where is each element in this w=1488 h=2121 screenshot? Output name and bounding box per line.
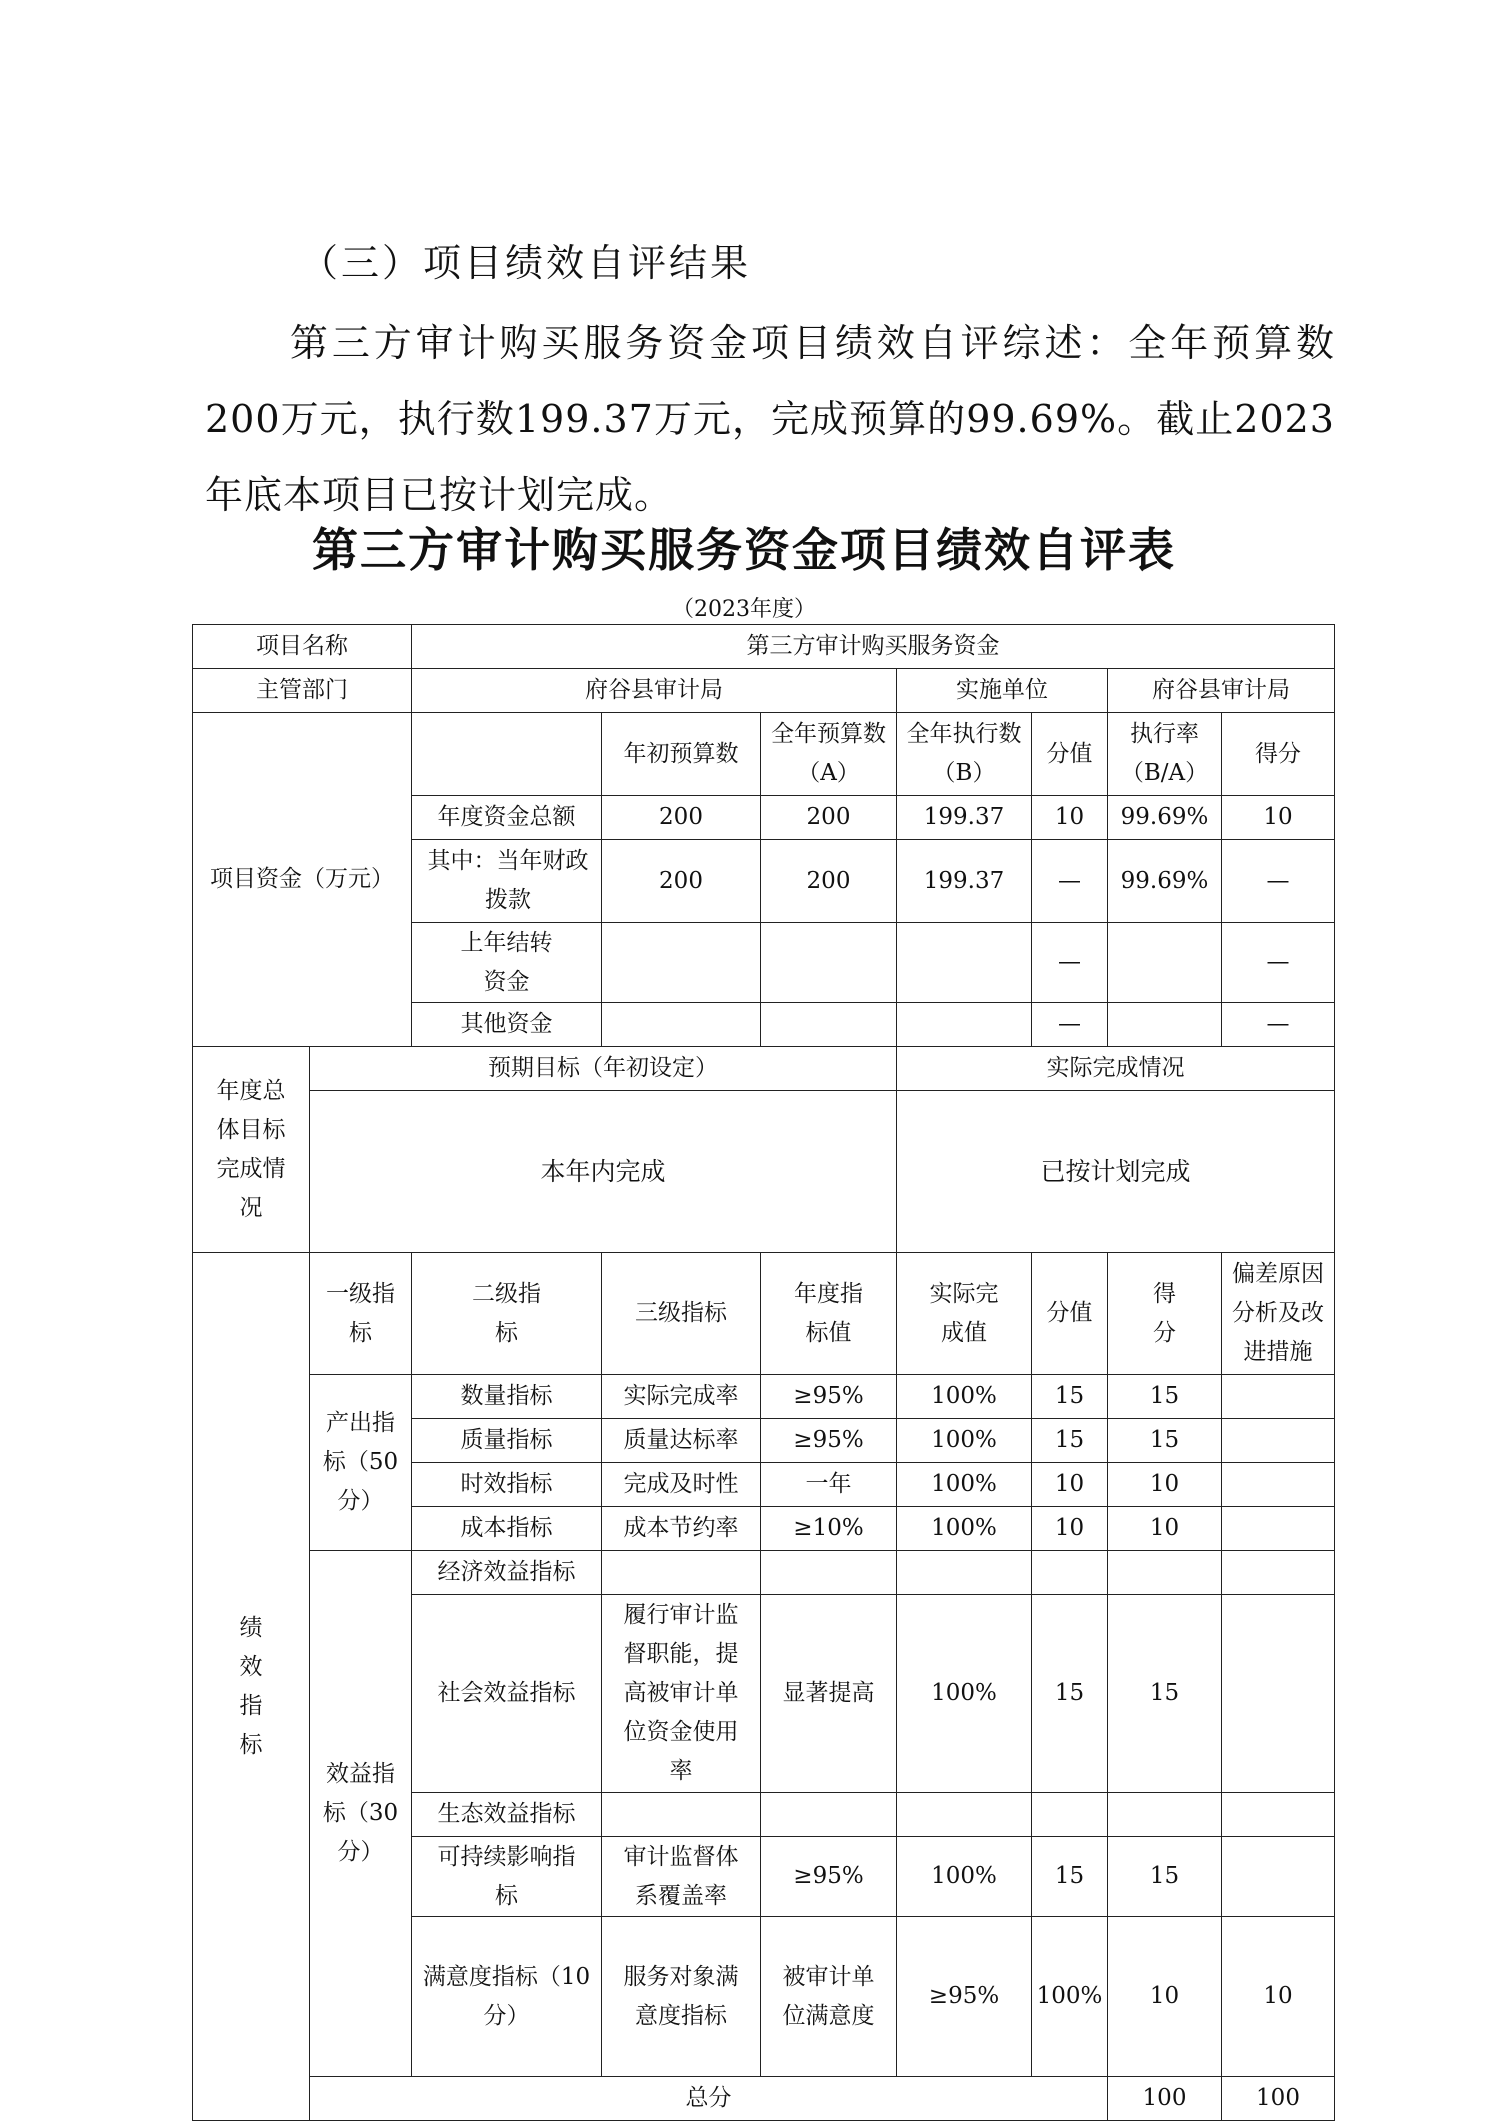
row-department [193,669,1335,713]
funds-cell: 99.69% [1108,796,1222,840]
goal-expected: 本年内完成 [310,1091,897,1253]
perf-l2: 经济效益指标 [412,1551,602,1595]
funds-cell: 99.69% [1108,840,1222,923]
perf-l3: 履行审计监督职能，提高被审计单位资金使用率 [602,1595,761,1793]
perf-deviation [1222,1375,1335,1419]
perf-score: 10 [1108,1463,1222,1507]
perf-weight: 15 [1032,1419,1108,1463]
funds-cell [897,1003,1032,1047]
funds-cell [761,923,897,1003]
summary-text: 第三方审计购买服务资金项目绩效自评综述：全年预算数200万元，执行数199.37万元，完成预算的99.69%。截止2023年底本项目已按计划完成。 [205,321,1335,517]
funds-cell: 200 [761,840,897,923]
goal-actual: 已按计划完成 [897,1091,1335,1253]
perf-actual: 100% [897,1837,1032,1917]
funds-cell: 199.37 [897,796,1032,840]
funds-cell [761,1003,897,1047]
total-score: 100 [1222,2077,1335,2121]
funds-row-label: 上年结转资金 [412,923,602,1003]
row-goal-header [193,1047,1335,1091]
perf-l3: 审计监督体系覆盖率 [602,1837,761,1917]
perf-weight: 15 [1032,1375,1108,1419]
section-heading: （三）项目绩效自评结果 [300,241,752,285]
total-weight: 100 [1108,2077,1222,2121]
perf-deviation [1222,1793,1335,1837]
funds-row-label: 年度资金总额 [412,796,602,840]
perf-actual [897,1551,1032,1595]
perf-score: 15 [1108,1419,1222,1463]
funds-header: 得分 [1222,713,1335,796]
funds-cell: — [1222,840,1335,923]
table-subtitle: （2023年度） [672,597,816,622]
funds-cell [1108,1003,1222,1047]
funds-header: 全年预算数（A） [761,713,897,796]
perf-l3: 被审计单位满意度 [761,1917,897,2077]
evaluation-table [192,624,1335,2121]
perf-header: 三级指标 [602,1253,761,1375]
funds-row-label: 其他资金 [412,1003,602,1047]
row-funds-header [193,713,1335,796]
funds-header: 年初预算数 [602,713,761,796]
perf-score: 10 [1108,1507,1222,1551]
total-label: 总分 [310,2077,1108,2121]
perf-score: 15 [1108,1375,1222,1419]
perf-score [1108,1551,1222,1595]
perf-l2: 可持续影响指标 [412,1837,602,1917]
perf-l2: 成本指标 [412,1507,602,1551]
perf-actual: 100% [1032,1917,1108,2077]
perf-l2: 时效指标 [412,1463,602,1507]
perf-l2: 社会效益指标 [412,1595,602,1793]
perf-row [193,1551,1335,1595]
perf-header: 一级指标 [310,1253,412,1375]
table-title: 第三方审计购买服务资金项目绩效自评表 [312,523,1176,577]
funds-cell: 10 [1032,796,1108,840]
benefit-group-label: 效益指标（30分） [310,1551,412,2077]
project-name-label: 项目名称 [193,625,412,669]
perf-header: 偏差原因分析及改进措施 [1222,1253,1335,1375]
dept-value: 府谷县审计局 [412,669,897,713]
goal-actual-label: 实际完成情况 [897,1047,1335,1091]
funds-row-label: 其中：当年财政拨款 [412,840,602,923]
goal-expected-label: 预期目标（年初设定） [310,1047,897,1091]
summary-paragraph [205,305,1335,533]
perf-weight [1032,1793,1108,1837]
perf-actual: 100% [897,1463,1032,1507]
perf-target: ≥10% [761,1507,897,1551]
satisfaction-group-label: 满意度指标（10分） [412,1917,602,2077]
perf-label: 绩效指标 [193,1253,310,2121]
row-goal-content [193,1091,1335,1253]
perf-l2: 服务对象满意度指标 [602,1917,761,2077]
perf-actual: 100% [897,1595,1032,1793]
funds-cell: 199.37 [897,840,1032,923]
impl-label: 实施单位 [897,669,1108,713]
funds-cell: 200 [602,840,761,923]
funds-cell: — [1032,923,1108,1003]
funds-header-blank [412,713,602,796]
perf-header: 二级指标 [412,1253,602,1375]
perf-deviation [1222,1551,1335,1595]
row-perf-header [193,1253,1335,1375]
perf-score: 15 [1108,1595,1222,1793]
perf-actual: 100% [897,1419,1032,1463]
funds-cell [602,923,761,1003]
perf-target: ≥95% [897,1917,1032,2077]
funds-cell [1108,923,1222,1003]
perf-l3 [602,1793,761,1837]
perf-l2: 生态效益指标 [412,1793,602,1837]
perf-target: ≥95% [761,1837,897,1917]
perf-actual [897,1793,1032,1837]
perf-target: 显著提高 [761,1595,897,1793]
perf-l3: 质量达标率 [602,1419,761,1463]
perf-deviation [1222,1463,1335,1507]
perf-weight: 10 [1032,1507,1108,1551]
goal-label: 年度总体目标完成情况 [193,1047,310,1253]
funds-cell [602,1003,761,1047]
perf-deviation [1222,1507,1335,1551]
perf-header: 得分 [1108,1253,1222,1375]
funds-cell: 200 [602,796,761,840]
project-name-value: 第三方审计购买服务资金 [412,625,1335,669]
funds-cell: 10 [1222,796,1335,840]
funds-cell: — [1032,1003,1108,1047]
perf-weight: 15 [1032,1595,1108,1793]
perf-deviation [1222,1595,1335,1793]
perf-l3 [602,1551,761,1595]
funds-cell: — [1032,840,1108,923]
perf-score: 15 [1108,1837,1222,1917]
funds-header: 分值 [1032,713,1108,796]
row-total [193,2077,1335,2121]
perf-header: 年度指标值 [761,1253,897,1375]
impl-value: 府谷县审计局 [1108,669,1335,713]
perf-l2: 数量指标 [412,1375,602,1419]
funds-header: 执行率（B/A） [1108,713,1222,796]
perf-target [761,1793,897,1837]
perf-weight: 15 [1032,1837,1108,1917]
perf-target [761,1551,897,1595]
perf-l2: 质量指标 [412,1419,602,1463]
perf-l3: 完成及时性 [602,1463,761,1507]
funds-cell: — [1222,1003,1335,1047]
dept-label: 主管部门 [193,669,412,713]
perf-weight: 10 [1032,1463,1108,1507]
perf-weight: 10 [1108,1917,1222,2077]
perf-deviation [1222,1419,1335,1463]
perf-target: ≥95% [761,1419,897,1463]
perf-l3: 实际完成率 [602,1375,761,1419]
funds-cell [897,923,1032,1003]
output-group-label: 产出指标（50分） [310,1375,412,1551]
row-project-name [193,625,1335,669]
perf-row [193,1375,1335,1419]
perf-deviation [1222,1837,1335,1917]
perf-target: ≥95% [761,1375,897,1419]
funds-cell: — [1222,923,1335,1003]
perf-weight [1032,1551,1108,1595]
perf-actual: 100% [897,1375,1032,1419]
perf-actual: 100% [897,1507,1032,1551]
funds-label: 项目资金（万元） [193,713,412,1047]
perf-target: 一年 [761,1463,897,1507]
funds-cell: 200 [761,796,897,840]
perf-score [1108,1793,1222,1837]
funds-header: 全年执行数（B） [897,713,1032,796]
perf-l3: 成本节约率 [602,1507,761,1551]
perf-header: 分值 [1032,1253,1108,1375]
perf-header: 实际完成值 [897,1253,1032,1375]
perf-score: 10 [1222,1917,1335,2077]
